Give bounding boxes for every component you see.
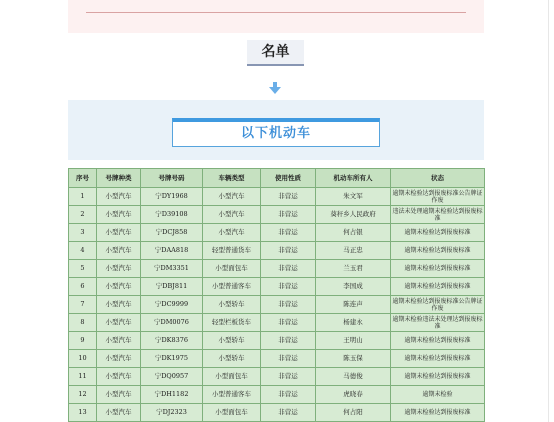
table-cell-plate-number: 宁DCJ858	[141, 224, 203, 242]
table-cell-index: 3	[69, 224, 97, 242]
table-cell-index: 6	[69, 278, 97, 296]
table-cell-index: 11	[69, 368, 97, 386]
table-cell-owner: 兰玉君	[316, 260, 391, 278]
table-cell-vehicle-type: 轻型普通货车	[203, 242, 261, 260]
table-row	[69, 260, 485, 278]
table-cell-usage: 非营运	[261, 296, 316, 314]
table-cell-plate-number: 宁DBJ811	[141, 278, 203, 296]
table-cell-plate-number: 宁DQ0957	[141, 368, 203, 386]
table-row	[69, 386, 485, 404]
table-cell-owner: 杨建永	[316, 314, 391, 332]
table-cell-plate-number: 宁DH1182	[141, 386, 203, 404]
column-header-vehicle-type: 车辆类型	[203, 169, 261, 188]
table-cell-usage: 非营运	[261, 260, 316, 278]
section-panel	[68, 100, 484, 160]
column-header-status: 状态	[391, 169, 485, 188]
table-cell-vehicle-type: 小型面包车	[203, 260, 261, 278]
table-cell-plate-number: 宁D39108	[141, 206, 203, 224]
table-row	[69, 206, 485, 224]
table-row	[69, 278, 485, 296]
table-cell-plate-number: 宁DC9999	[141, 296, 203, 314]
section-caption: 以下机动车	[172, 118, 380, 147]
table-cell-plate-number: 宁DAA818	[141, 242, 203, 260]
table-cell-vehicle-type: 小型轿车	[203, 296, 261, 314]
table-cell-owner: 葵秆乡人民政府	[316, 206, 391, 224]
table-cell-status: 逾期未检验达到报废标准	[391, 260, 485, 278]
table-cell-plate-type: 小型汽车	[97, 386, 141, 404]
table-cell-index: 13	[69, 404, 97, 422]
table-cell-status: 逾期未检验达到报废标准	[391, 278, 485, 296]
table-cell-usage: 非营运	[261, 368, 316, 386]
table-row	[69, 314, 485, 332]
table-cell-owner: 李国成	[316, 278, 391, 296]
table-cell-owner: 朱文军	[316, 188, 391, 206]
table-cell-status: 逾期未检验	[391, 386, 485, 404]
table-cell-plate-number: 宁DM0076	[141, 314, 203, 332]
table-cell-plate-number: 宁DK1975	[141, 350, 203, 368]
table-cell-usage: 非营运	[261, 332, 316, 350]
table-cell-status: 逾期未检验达到报废标准	[391, 368, 485, 386]
table-row	[69, 188, 485, 206]
table-row	[69, 368, 485, 386]
table-cell-index: 8	[69, 314, 97, 332]
table-cell-status: 逾期未检验达到报废标准	[391, 242, 485, 260]
table-cell-index: 5	[69, 260, 97, 278]
table-cell-owner: 虎晓春	[316, 386, 391, 404]
table-cell-index: 10	[69, 350, 97, 368]
table-cell-vehicle-type: 小型面包车	[203, 404, 261, 422]
table-cell-plate-type: 小型汽车	[97, 260, 141, 278]
table-cell-usage: 非营运	[261, 242, 316, 260]
table-cell-status: 逾期未检验达到报废标准	[391, 332, 485, 350]
table-cell-index: 4	[69, 242, 97, 260]
table-cell-owner: 陈连声	[316, 296, 391, 314]
table-cell-plate-number: 宁DM3351	[141, 260, 203, 278]
table-cell-status: 逾期未检验达到报废标准	[391, 350, 485, 368]
table-row	[69, 224, 485, 242]
table-cell-vehicle-type: 小型普通客车	[203, 386, 261, 404]
table-cell-vehicle-type: 小型汽车	[203, 188, 261, 206]
table-cell-status: 逾期未检验达到报废标准	[391, 404, 485, 422]
table-cell-plate-type: 小型汽车	[97, 242, 141, 260]
table-cell-vehicle-type: 小型普通客车	[203, 278, 261, 296]
table-cell-plate-number: 宁DK8376	[141, 332, 203, 350]
column-header-plate-type: 号牌种类	[97, 169, 141, 188]
table-cell-index: 1	[69, 188, 97, 206]
table-cell-usage: 非营运	[261, 278, 316, 296]
table-cell-usage: 非营运	[261, 188, 316, 206]
vehicle-table	[68, 168, 485, 422]
table-cell-vehicle-type: 小型面包车	[203, 368, 261, 386]
table-cell-plate-type: 小型汽车	[97, 188, 141, 206]
top-banner-panel	[68, 0, 484, 33]
table-cell-usage: 非营运	[261, 206, 316, 224]
table-cell-usage: 非营运	[261, 386, 316, 404]
table-row	[69, 332, 485, 350]
table-cell-owner: 何占银	[316, 224, 391, 242]
table-cell-plate-type: 小型汽车	[97, 368, 141, 386]
table-cell-status: 逾期未检验达到报废标准公告牌证作废	[392, 297, 483, 312]
table-cell-plate-type: 小型汽车	[97, 332, 141, 350]
table-cell-owner: 陈玉保	[316, 350, 391, 368]
table-cell-status: 逾期未检验达到报废标准公告牌证作废	[392, 189, 483, 204]
arrow-down-icon	[268, 82, 282, 94]
table-cell-vehicle-type: 小型汽车	[203, 224, 261, 242]
page-title: 名单	[247, 40, 304, 66]
table-cell-index: 2	[69, 206, 97, 224]
table-header-row	[69, 169, 485, 188]
column-header-index: 序号	[69, 169, 97, 188]
table-cell-index: 7	[69, 296, 97, 314]
table-cell-owner: 马德俊	[316, 368, 391, 386]
table-row	[69, 296, 485, 314]
table-cell-index: 12	[69, 386, 97, 404]
table-row	[69, 350, 485, 368]
table-cell-plate-type: 小型汽车	[97, 206, 141, 224]
table-cell-vehicle-type: 轻型栏板货车	[203, 314, 261, 332]
column-header-usage: 使用性质	[261, 169, 316, 188]
table-cell-plate-type: 小型汽车	[97, 296, 141, 314]
column-header-owner: 机动车所有人	[316, 169, 391, 188]
table-row	[69, 404, 485, 422]
table-cell-owner: 马正忠	[316, 242, 391, 260]
table-cell-plate-number: 宁DJ2323	[141, 404, 203, 422]
table-cell-plate-number: 宁DY1968	[141, 188, 203, 206]
table-cell-plate-type: 小型汽车	[97, 314, 141, 332]
table-cell-status: 逾期未检验达到报废标准	[391, 224, 485, 242]
table-cell-vehicle-type: 小型轿车	[203, 350, 261, 368]
divider	[548, 0, 549, 422]
table-cell-usage: 非营运	[261, 314, 316, 332]
table-cell-usage: 非营运	[261, 224, 316, 242]
table-cell-status: 违法未处理逾期未检验达到报废标准	[392, 207, 483, 222]
table-cell-status: 逾期未检验违法未处理达到报废标准	[392, 315, 483, 330]
table-cell-plate-type: 小型汽车	[97, 350, 141, 368]
table-cell-plate-type: 小型汽车	[97, 404, 141, 422]
table-row	[69, 242, 485, 260]
table-cell-plate-type: 小型汽车	[97, 278, 141, 296]
table-cell-vehicle-type: 小型汽车	[203, 206, 261, 224]
table-cell-index: 9	[69, 332, 97, 350]
table-cell-plate-type: 小型汽车	[97, 224, 141, 242]
table-cell-owner: 何占阳	[316, 404, 391, 422]
table-cell-owner: 王明山	[316, 332, 391, 350]
column-header-plate-number: 号牌号码	[141, 169, 203, 188]
table-cell-usage: 非营运	[261, 350, 316, 368]
table-cell-usage: 非营运	[261, 404, 316, 422]
table-cell-vehicle-type: 小型轿车	[203, 332, 261, 350]
divider	[86, 12, 466, 13]
